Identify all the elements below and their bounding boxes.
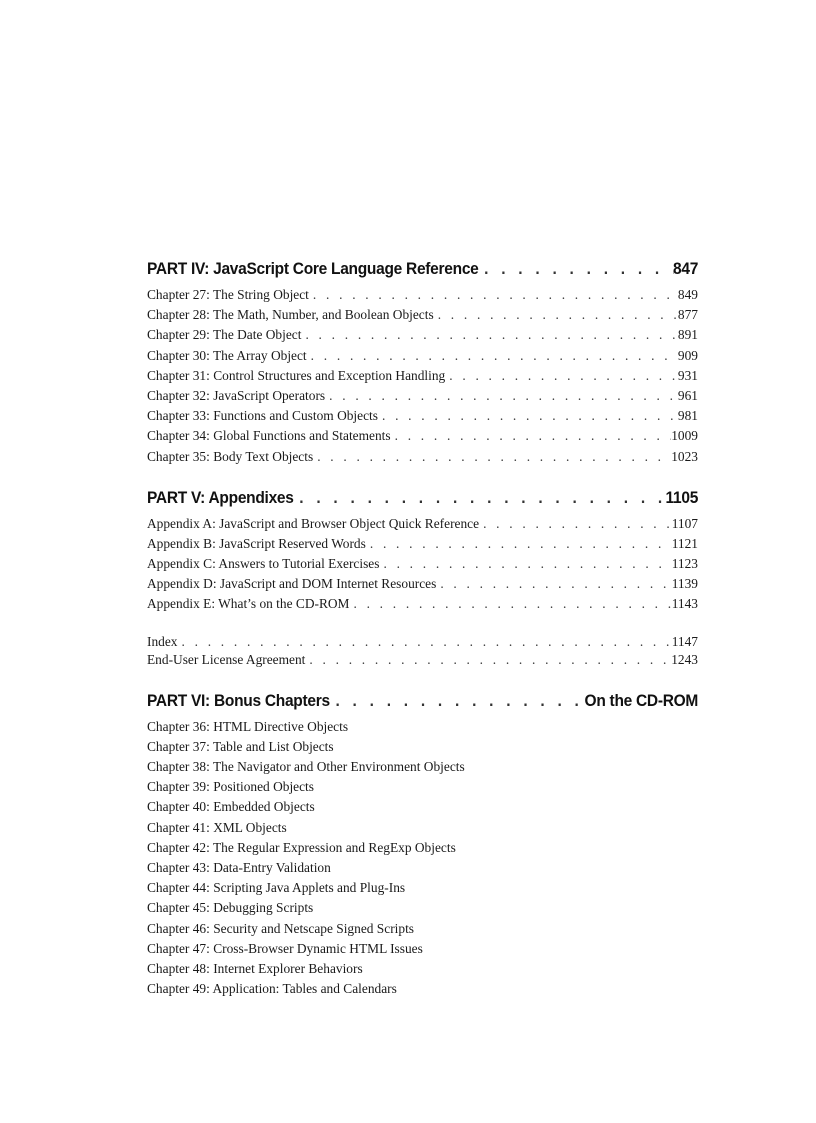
dot-leader xyxy=(301,325,677,345)
toc-entry-chapter-29 xyxy=(147,325,698,345)
toc-entry-chapter-28 xyxy=(147,305,698,325)
toc-entry-chapter-37 xyxy=(147,737,698,757)
part-4-section xyxy=(147,257,698,467)
dot-leader xyxy=(479,257,674,281)
toc-entry-index xyxy=(147,633,698,651)
dot-leader xyxy=(325,386,678,406)
toc-entry-chapter-31 xyxy=(147,366,698,386)
entry-page: 1147 xyxy=(671,633,698,649)
toc-entry-appendix-e xyxy=(147,594,698,614)
dot-leader xyxy=(391,426,672,446)
entry-page: 1139 xyxy=(671,576,698,592)
entry-label: Appendix E: What’s on the CD-ROM xyxy=(147,596,350,612)
entry-label: Chapter 32: JavaScript Operators xyxy=(147,387,326,403)
toc-entry-chapter-32 xyxy=(147,386,698,406)
entry-label: Appendix B: JavaScript Reserved Words xyxy=(147,535,366,551)
entry-page: 1023 xyxy=(671,448,698,464)
part-6-entries xyxy=(147,717,698,1000)
toc-entry-chapter-33 xyxy=(147,406,698,426)
entry-label: Chapter 38: The Navigator and Other Environment Objects xyxy=(147,759,465,774)
toc-entry-chapter-35 xyxy=(147,447,698,467)
toc-entry-chapter-40 xyxy=(147,797,698,817)
entry-page: 849 xyxy=(677,287,698,302)
toc-entry-appendix-c xyxy=(147,554,698,574)
toc-entry-chapter-27 xyxy=(147,285,698,305)
dot-leader xyxy=(434,305,678,325)
entry-label: Chapter 49: Application: Tables and Calendars xyxy=(147,981,397,997)
toc-entry-appendix-b xyxy=(147,534,698,554)
back-matter-section xyxy=(147,633,698,669)
part-6-heading xyxy=(147,689,698,713)
toc-entry-chapter-41 xyxy=(147,818,698,838)
part-4-page: 847 xyxy=(673,260,699,278)
part-4-heading xyxy=(147,257,698,281)
entry-label: Chapter 46: Security and Netscape Signed Scripts xyxy=(147,920,415,936)
dot-leader xyxy=(178,633,672,651)
toc-entry-chapter-34 xyxy=(147,426,698,446)
entry-page: 1143 xyxy=(671,596,698,612)
dot-leader xyxy=(309,285,678,305)
dot-leader xyxy=(366,534,672,554)
toc-entry-chapter-30 xyxy=(147,346,698,366)
entry-label: Chapter 39: Positioned Objects xyxy=(147,779,314,795)
part-4-entries xyxy=(147,285,698,467)
entry-label: Appendix A: JavaScript and Browser Object Quick Reference xyxy=(147,515,480,531)
dot-leader xyxy=(479,514,672,534)
part-6-section xyxy=(147,689,698,1000)
dot-leader xyxy=(445,366,678,386)
entry-page: 1243 xyxy=(671,651,698,667)
entry-label: Chapter 35: Body Text Objects xyxy=(147,448,314,464)
entry-label: Appendix C: Answers to Tutorial Exercises xyxy=(147,556,380,572)
toc-entry-chapter-49 xyxy=(147,979,698,999)
entry-page: 909 xyxy=(677,347,698,363)
entry-page: 1107 xyxy=(671,515,698,531)
entry-label: Chapter 41: XML Objects xyxy=(147,819,287,835)
entry-page: 1123 xyxy=(671,556,698,572)
dot-leader xyxy=(307,346,678,366)
entry-page: 1009 xyxy=(671,428,698,444)
dot-leader xyxy=(313,447,671,467)
dot-leader xyxy=(436,574,671,594)
toc-entry-chapter-47 xyxy=(147,939,698,959)
entry-label: Chapter 34: Global Functions and Statements xyxy=(147,428,391,444)
entry-label: Chapter 47: Cross-Browser Dynamic HTML Issues xyxy=(147,940,423,956)
toc-entry-appendix-a xyxy=(147,514,698,534)
toc-entry-chapter-39 xyxy=(147,777,698,797)
entry-label: Chapter 37: Table and List Objects xyxy=(147,738,334,754)
part-5-entries xyxy=(147,514,698,615)
part-5-heading xyxy=(147,486,698,510)
entry-label: Chapter 30: The Array Object xyxy=(147,347,307,363)
part-6-title: PART VI: Bonus Chapters xyxy=(147,691,330,710)
entry-label: Chapter 43: Data-Entry Validation xyxy=(147,859,331,875)
entry-page: 981 xyxy=(677,408,698,424)
entry-label: Chapter 40: Embedded Objects xyxy=(147,799,315,815)
entry-label: Chapter 48: Internet Explorer Behaviors xyxy=(147,960,363,976)
entry-page: 1121 xyxy=(671,535,698,551)
toc-entry-appendix-d xyxy=(147,574,698,594)
toc-entry-chapter-45 xyxy=(147,898,698,918)
dot-leader xyxy=(294,486,666,510)
entry-label: Chapter 28: The Math, Number, and Boolean Objects xyxy=(147,307,434,323)
toc-entry-license xyxy=(147,651,698,669)
entry-label: Chapter 42: The Regular Expression and RegExp Objects xyxy=(147,839,456,855)
toc-entry-chapter-42 xyxy=(147,838,698,858)
entry-label: End-User License Agreement xyxy=(147,651,306,667)
toc-entry-chapter-43 xyxy=(147,858,698,878)
part-5-section xyxy=(147,486,698,615)
dot-leader xyxy=(378,406,678,426)
dot-leader xyxy=(305,651,671,669)
table-of-contents xyxy=(147,257,698,999)
entry-page: 891 xyxy=(677,327,698,343)
toc-entry-chapter-36 xyxy=(147,717,698,737)
toc-entry-chapter-44 xyxy=(147,878,698,898)
entry-label: Chapter 27: The String Object xyxy=(147,287,309,302)
entry-label: Chapter 45: Debugging Scripts xyxy=(147,900,314,916)
entry-label: Chapter 31: Control Structures and Exception Handling xyxy=(147,367,446,383)
dot-leader xyxy=(349,594,671,614)
entry-label: Chapter 29: The Date Object xyxy=(147,327,302,343)
part-4-title: PART IV: JavaScript Core Language Reference xyxy=(147,260,479,278)
toc-entry-chapter-38 xyxy=(147,757,698,777)
part-5-page: 1105 xyxy=(665,488,699,507)
entry-page: 931 xyxy=(677,367,698,383)
entry-page: 877 xyxy=(677,307,698,323)
part-5-title: PART V: Appendixes xyxy=(147,488,294,507)
dot-leader xyxy=(379,554,671,574)
dot-leader xyxy=(330,689,585,713)
part-6-page: On the CD-ROM xyxy=(584,691,699,710)
entry-label: Chapter 33: Functions and Custom Objects xyxy=(147,408,378,424)
entry-label: Appendix D: JavaScript and DOM Internet Resources xyxy=(147,576,437,592)
entry-label: Chapter 44: Scripting Java Applets and Plug-Ins xyxy=(147,880,406,896)
entry-label: Index xyxy=(147,633,178,649)
toc-entry-chapter-46 xyxy=(147,919,698,939)
toc-entry-chapter-48 xyxy=(147,959,698,979)
entry-label: Chapter 36: HTML Directive Objects xyxy=(147,718,349,734)
entry-page: 961 xyxy=(677,387,698,403)
